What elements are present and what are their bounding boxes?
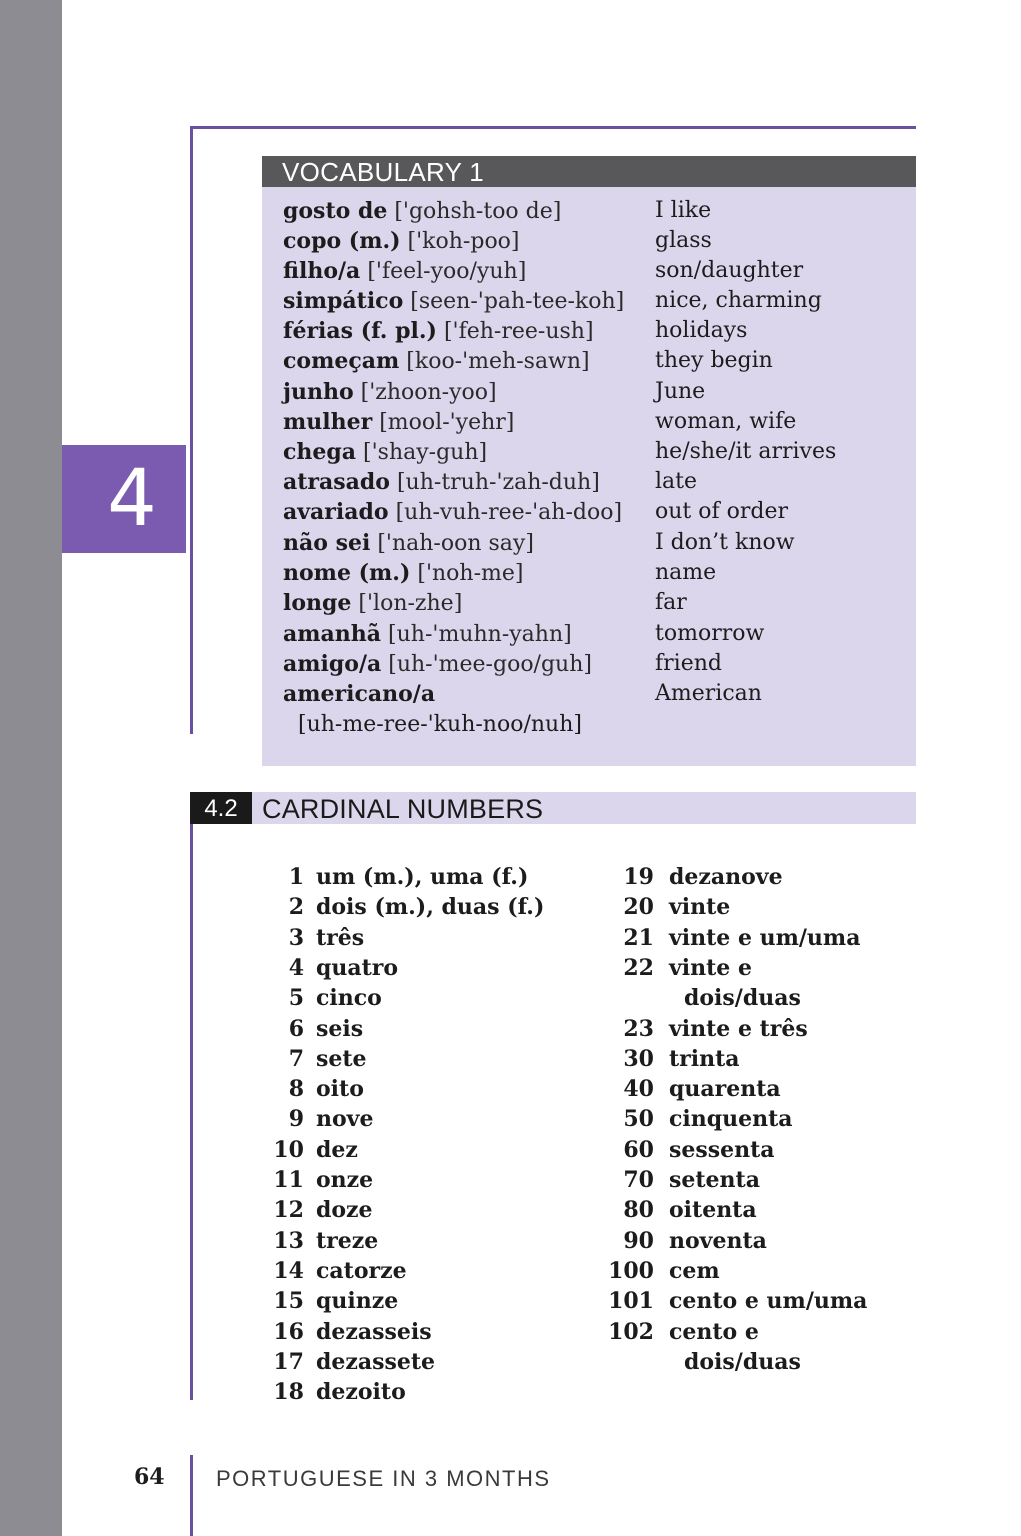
vocab-translation: holidays bbox=[655, 318, 748, 343]
number-word: dois/duas bbox=[684, 1349, 801, 1375]
number-digit bbox=[590, 923, 654, 953]
left-rule bbox=[190, 126, 193, 734]
vocab-term: atrasado bbox=[283, 469, 390, 495]
number-word: quinze bbox=[316, 1288, 399, 1314]
section-title: CARDINAL NUMBERS bbox=[262, 794, 544, 824]
number-digit bbox=[590, 1135, 654, 1165]
vocab-translation: I don’t know bbox=[655, 530, 795, 555]
number-word: dezasseis bbox=[316, 1319, 432, 1345]
vocab-term: junho bbox=[283, 379, 354, 405]
number-word: seis bbox=[316, 1016, 364, 1042]
number-word: um (m.), uma (f.) bbox=[316, 864, 529, 890]
vocab-entry bbox=[283, 226, 903, 256]
vocab-pronunciation: ['feh-ree-ush] bbox=[443, 319, 594, 344]
number-digit bbox=[590, 1104, 654, 1134]
number-digit bbox=[590, 862, 654, 892]
vocab-entry bbox=[283, 346, 903, 376]
vocab-entry bbox=[283, 588, 903, 618]
number-value: 22 bbox=[623, 955, 654, 981]
number-digit bbox=[590, 1044, 654, 1074]
vocab-translation: nice, charming bbox=[655, 288, 822, 313]
vocab-translation: woman, wife bbox=[655, 409, 797, 434]
number-word: cem bbox=[669, 1258, 720, 1284]
number-value: 14 bbox=[273, 1258, 304, 1284]
vocab-term: filho/a bbox=[283, 258, 361, 284]
number-word: vinte e um/uma bbox=[669, 925, 861, 951]
vocab-term: longe bbox=[283, 590, 352, 616]
number-word: dois/duas bbox=[684, 985, 801, 1011]
vocab-term: chega bbox=[283, 439, 357, 465]
vocab-entry bbox=[283, 467, 903, 497]
vocab-translation: far bbox=[655, 590, 687, 615]
vocab-pronunciation: [mool-'yehr] bbox=[379, 410, 515, 435]
number-digit bbox=[240, 1317, 304, 1347]
vocab-term: copo (m.) bbox=[283, 228, 401, 254]
number-word: cinquenta bbox=[669, 1106, 793, 1132]
number-digit bbox=[240, 1135, 304, 1165]
vocab-entry bbox=[283, 497, 903, 527]
number-digit bbox=[240, 923, 304, 953]
number-digit bbox=[240, 1165, 304, 1195]
vocab-entry bbox=[283, 437, 903, 467]
vocab-pronunciation: [uh-'mee-goo/guh] bbox=[388, 652, 592, 677]
number-word: cinco bbox=[316, 985, 382, 1011]
number-digit bbox=[240, 1014, 304, 1044]
number-word: dez bbox=[316, 1137, 358, 1163]
number-value: 102 bbox=[608, 1319, 654, 1345]
number-value: 40 bbox=[623, 1076, 654, 1102]
vocab-pronunciation: ['lon-zhe] bbox=[358, 591, 463, 616]
vocab-entry bbox=[283, 407, 903, 437]
number-word: catorze bbox=[316, 1258, 407, 1284]
number-digit bbox=[240, 1377, 304, 1407]
number-digit bbox=[240, 1226, 304, 1256]
number-value: 4 bbox=[288, 955, 304, 981]
number-value: 60 bbox=[623, 1137, 654, 1163]
vocab-term: mulher bbox=[283, 409, 373, 435]
vocab-term: avariado bbox=[283, 499, 389, 525]
number-value: 12 bbox=[273, 1197, 304, 1223]
number-word: quatro bbox=[316, 955, 399, 981]
vocab-entry bbox=[283, 679, 903, 709]
vocab-entry bbox=[283, 649, 903, 679]
vocab-term: americano/a bbox=[283, 681, 436, 707]
number-value: 19 bbox=[623, 864, 654, 890]
vocab-translation: friend bbox=[655, 651, 722, 676]
number-word: dois (m.), duas (f.) bbox=[316, 894, 545, 920]
vocab-term: não sei bbox=[283, 530, 371, 556]
vocab-translation: June bbox=[655, 379, 706, 404]
number-word: sessenta bbox=[669, 1137, 775, 1163]
footer-divider bbox=[190, 1455, 193, 1536]
number-digit bbox=[590, 1195, 654, 1225]
vocab-term: simpático bbox=[283, 288, 404, 314]
number-word: onze bbox=[316, 1167, 374, 1193]
vocab-entry bbox=[283, 196, 903, 226]
number-value: 23 bbox=[623, 1016, 654, 1042]
number-digit bbox=[240, 892, 304, 922]
vocab-translation: I like bbox=[655, 198, 712, 223]
vocab-term: amanhã bbox=[283, 621, 382, 647]
number-word: três bbox=[316, 925, 365, 951]
vocabulary-title: VOCABULARY 1 bbox=[262, 156, 916, 187]
vocab-entry bbox=[283, 377, 903, 407]
number-value: 15 bbox=[273, 1288, 304, 1314]
number-value: 2 bbox=[288, 894, 304, 920]
number-word: dezassete bbox=[316, 1349, 436, 1375]
number-digit bbox=[240, 983, 304, 1013]
number-digit bbox=[590, 1014, 654, 1044]
number-word: vinte bbox=[669, 894, 731, 920]
number-word: dezanove bbox=[669, 864, 783, 890]
vocab-translation: American bbox=[655, 681, 762, 706]
left-rule bbox=[190, 792, 193, 1400]
vocab-pronunciation: [seen-'pah-tee-koh] bbox=[410, 289, 625, 314]
number-value: 21 bbox=[623, 925, 654, 951]
number-word: vinte e bbox=[669, 955, 752, 981]
vocab-translation: son/daughter bbox=[655, 258, 804, 283]
vocab-entry bbox=[283, 558, 903, 588]
number-digit bbox=[590, 1317, 654, 1347]
number-word: oitenta bbox=[669, 1197, 757, 1223]
vocab-pronunciation: ['shay-guh] bbox=[363, 440, 488, 465]
vocab-entry bbox=[283, 286, 903, 316]
vocab-term: nome (m.) bbox=[283, 560, 411, 586]
vocab-translation: tomorrow bbox=[655, 621, 765, 646]
page-number: 64 bbox=[134, 1464, 165, 1490]
running-title: PORTUGUESE IN 3 MONTHS bbox=[216, 1466, 551, 1491]
vocabulary-box bbox=[262, 156, 916, 766]
number-value: 30 bbox=[623, 1046, 654, 1072]
number-value: 16 bbox=[273, 1319, 304, 1345]
number-digit bbox=[590, 1256, 654, 1286]
number-word: cento e um/uma bbox=[669, 1288, 868, 1314]
number-word: cento e bbox=[669, 1319, 759, 1345]
number-digit bbox=[240, 1256, 304, 1286]
number-digit bbox=[240, 1195, 304, 1225]
number-digit bbox=[590, 1226, 654, 1256]
number-value: 100 bbox=[608, 1258, 654, 1284]
number-value: 9 bbox=[288, 1106, 304, 1132]
vocab-term: começam bbox=[283, 348, 400, 374]
number-value: 17 bbox=[273, 1349, 304, 1375]
number-value: 20 bbox=[623, 894, 654, 920]
vocab-term: gosto de bbox=[283, 198, 388, 224]
vocab-translation: late bbox=[655, 469, 698, 494]
number-value: 6 bbox=[288, 1016, 304, 1042]
vocab-entry bbox=[283, 316, 903, 346]
number-value: 90 bbox=[623, 1228, 654, 1254]
vocab-translation: name bbox=[655, 560, 717, 585]
vocab-pronunciation: [uh-truh-'zah-duh] bbox=[396, 470, 600, 495]
vocab-pronunciation: ['gohsh-too de] bbox=[394, 199, 562, 224]
number-word: noventa bbox=[669, 1228, 767, 1254]
number-digit bbox=[590, 1074, 654, 1104]
vocab-translation: they begin bbox=[655, 348, 773, 373]
vocab-pronunciation: [uh-'muhn-yahn] bbox=[388, 622, 572, 647]
number-digit bbox=[240, 953, 304, 983]
vocab-pronunciation: [uh-vuh-ree-'ah-doo] bbox=[395, 500, 623, 525]
vocab-pronunciation: ['zhoon-yoo] bbox=[360, 380, 497, 405]
number-value: 13 bbox=[273, 1228, 304, 1254]
number-digit bbox=[240, 1286, 304, 1316]
number-word: oito bbox=[316, 1076, 364, 1102]
number-value: 8 bbox=[288, 1076, 304, 1102]
number-value: 80 bbox=[623, 1197, 654, 1223]
number-value: 70 bbox=[623, 1167, 654, 1193]
vocab-pronunciation: ['koh-poo] bbox=[407, 229, 520, 254]
number-value: 3 bbox=[288, 925, 304, 951]
number-word: vinte e três bbox=[669, 1016, 808, 1042]
number-word: quarenta bbox=[669, 1076, 781, 1102]
number-value: 1 bbox=[288, 864, 304, 890]
number-word: treze bbox=[316, 1228, 379, 1254]
number-digit bbox=[590, 1286, 654, 1316]
number-word: sete bbox=[316, 1046, 367, 1072]
number-digit bbox=[240, 862, 304, 892]
number-value: 18 bbox=[273, 1379, 304, 1405]
number-word: nove bbox=[316, 1106, 374, 1132]
number-word: dezoito bbox=[316, 1379, 406, 1405]
vocab-entry bbox=[283, 256, 903, 286]
vocab-pronunciation: ['nah-oon say] bbox=[377, 531, 534, 556]
vocab-entry bbox=[283, 528, 903, 558]
number-digit bbox=[590, 953, 654, 983]
number-value: 11 bbox=[273, 1167, 304, 1193]
vocab-translation: glass bbox=[655, 228, 712, 253]
number-digit bbox=[240, 1104, 304, 1134]
chapter-tab: 4 bbox=[62, 445, 186, 553]
number-digit bbox=[590, 892, 654, 922]
section-number: 4.2 bbox=[190, 792, 252, 824]
vocab-pronunciation: ['feel-yoo/yuh] bbox=[367, 259, 527, 284]
vocab-translation: out of order bbox=[655, 499, 789, 524]
vocab-pronunciation: [uh-me-ree-'kuh-noo/nuh] bbox=[298, 712, 582, 737]
number-value: 101 bbox=[608, 1288, 654, 1314]
number-digit bbox=[240, 1044, 304, 1074]
number-value: 5 bbox=[288, 985, 304, 1011]
number-value: 50 bbox=[623, 1106, 654, 1132]
vocab-entry bbox=[283, 619, 903, 649]
vocab-pronunciation: [koo-'meh-sawn] bbox=[406, 349, 590, 374]
number-value: 10 bbox=[273, 1137, 304, 1163]
vocab-term: amigo/a bbox=[283, 651, 382, 677]
number-digit bbox=[590, 1165, 654, 1195]
vocab-pronunciation: ['noh-me] bbox=[417, 561, 524, 586]
number-digit bbox=[240, 1074, 304, 1104]
vocab-term: férias (f. pl.) bbox=[283, 318, 437, 344]
vocab-translation: he/she/it arrives bbox=[655, 439, 837, 464]
page-gutter-strip bbox=[0, 0, 62, 1536]
number-value: 7 bbox=[288, 1046, 304, 1072]
top-rule bbox=[190, 126, 916, 129]
number-word: doze bbox=[316, 1197, 373, 1223]
number-word: trinta bbox=[669, 1046, 740, 1072]
number-word: setenta bbox=[669, 1167, 760, 1193]
number-digit bbox=[240, 1347, 304, 1377]
